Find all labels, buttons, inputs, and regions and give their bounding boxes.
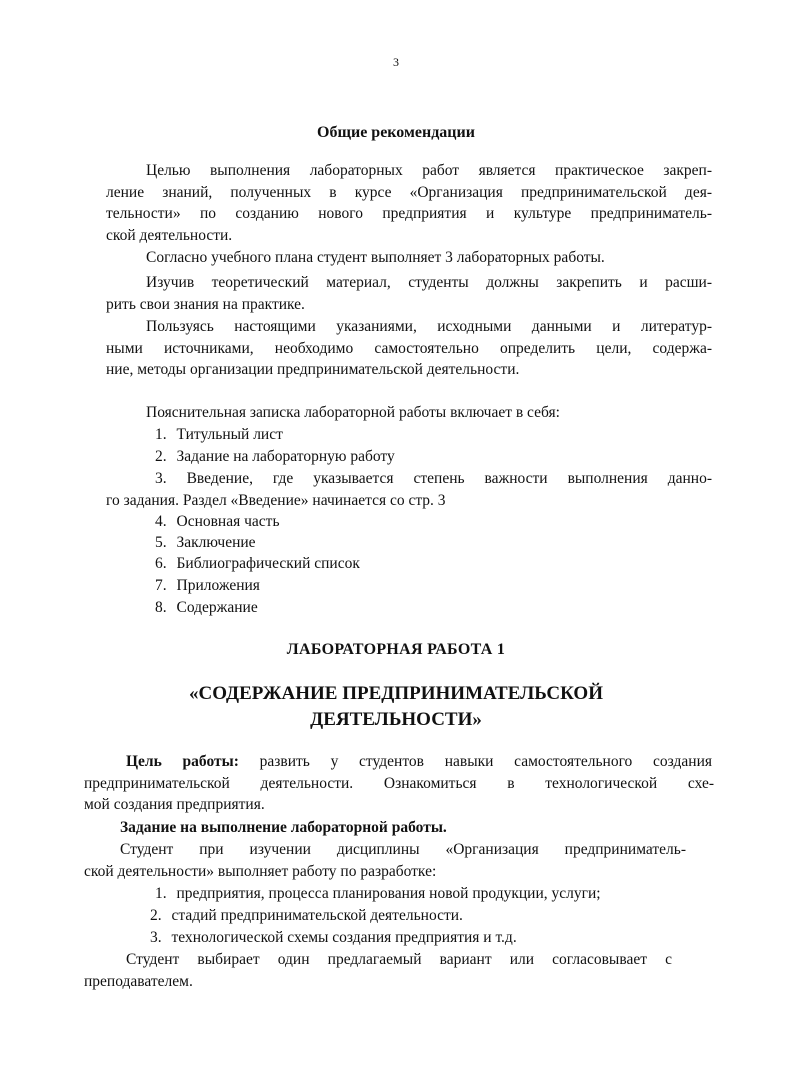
text-line: ской деятельности» выполняет работу по разработке: [84,862,437,880]
list-item [155,532,256,554]
text-line: Пояснительная записка лабораторной работы включает в себя: [146,404,560,421]
text-line: Согласно учебного плана студент выполняет 3 лабораторных работы. [146,249,605,266]
list-text-line [106,468,712,490]
note-lead [106,402,712,424]
list-text: Заключение [176,534,256,551]
list-number: 7. [155,577,167,594]
text-line: ской деятельности. [106,226,233,244]
list-text: Введение, где указывается степень важности выполнения данно- [186,470,712,487]
page-number: 3 [393,55,399,69]
list-text: стадий предпринимательской деятельности. [171,907,463,924]
task-list-item [155,883,601,905]
intro-paragraph-2 [106,247,712,269]
text-line: Студент при изучении дисциплины «Организация предприниматель- [120,841,686,858]
intro-paragraph-1 [106,160,712,246]
text-line: Студент выбирает один предлагаемый вариант или согласовывает с [126,951,672,968]
list-item [155,575,260,597]
text-line: ние, методы организации предпринимательской деятельности. [106,361,520,378]
list-text-line: го задания. Раздел «Введение» начинается со стр. 3 [106,491,446,509]
list-text: предприятия, процесса планирования новой продукции, услуги; [176,885,601,902]
lab-title: ЛАБОРАТОРНАЯ РАБОТА 1 [286,641,506,658]
lab-subtitle-line-1: «СОДЕРЖАНИЕ ПРЕДПРИНИМАТЕЛЬСКОЙ [189,683,603,704]
list-item [106,468,712,511]
list-item [155,511,280,533]
list-number: 3. [155,470,167,487]
task-list-item [150,905,463,927]
text-line: Целью выполнения лабораторных работ является практическое закреп- [146,162,712,179]
task-list-item [150,927,517,949]
text-line: Пользуясь настоящими указаниями, исходными данными и литератур- [146,318,712,335]
list-number: 1. [155,426,167,443]
list-number: 2. [150,907,162,924]
task-label: Задание на выполнение лабораторной работы. [120,819,447,836]
list-number: 6. [155,555,167,572]
text-line: рить свои знания на практике. [106,295,305,313]
section-heading: Общие рекомендации [317,124,475,141]
goal-paragraph [84,751,714,816]
text-line: ление знаний, полученных в курсе «Организация предпринимательской дея- [106,183,712,201]
text-line [106,751,712,773]
list-number: 3. [150,929,162,946]
list-item [155,446,395,468]
text-line: ными источниками, необходимо самостоятельно определить цели, содержа- [106,339,712,357]
text-line: мой создания предприятия. [84,796,265,813]
list-number: 5. [155,534,167,551]
list-item [155,597,258,619]
text-line: предпринимательской деятельности. Ознакомиться в технологической схе- [84,774,714,792]
list-text: Приложения [176,577,260,594]
list-text: Библиографический список [176,555,360,572]
list-text: Основная часть [176,513,280,530]
list-item [155,424,283,446]
list-item [155,553,360,575]
final-paragraph [84,949,712,992]
intro-paragraph-3 [106,272,712,315]
list-text: технологической схемы создания предприятия и т.д. [171,929,517,946]
goal-text: развить у студентов навыки самостоятельного создания [238,753,712,770]
lab-subtitle [0,681,792,733]
list-number: 1. [155,885,167,902]
intro-paragraph-4 [106,316,712,381]
list-text: Титульный лист [176,426,283,443]
task-paragraph [84,839,712,882]
goal-label: Цель работы: [126,753,239,770]
text-line: преподавателем. [84,972,193,990]
list-number: 2. [155,448,167,465]
text-line: тельности» по созданию нового предприятия и культуре предприниматель- [106,205,712,222]
text-line: Изучив теоретический материал, студенты должны закрепить и расши- [146,274,712,291]
list-number: 8. [155,599,167,616]
lab-subtitle-line-2: ДЕЯТЕЛЬНОСТИ» [310,709,482,730]
list-number: 4. [155,513,167,530]
list-text: Содержание [176,599,258,616]
list-text: Задание на лабораторную работу [176,448,395,465]
task-heading [106,817,712,839]
